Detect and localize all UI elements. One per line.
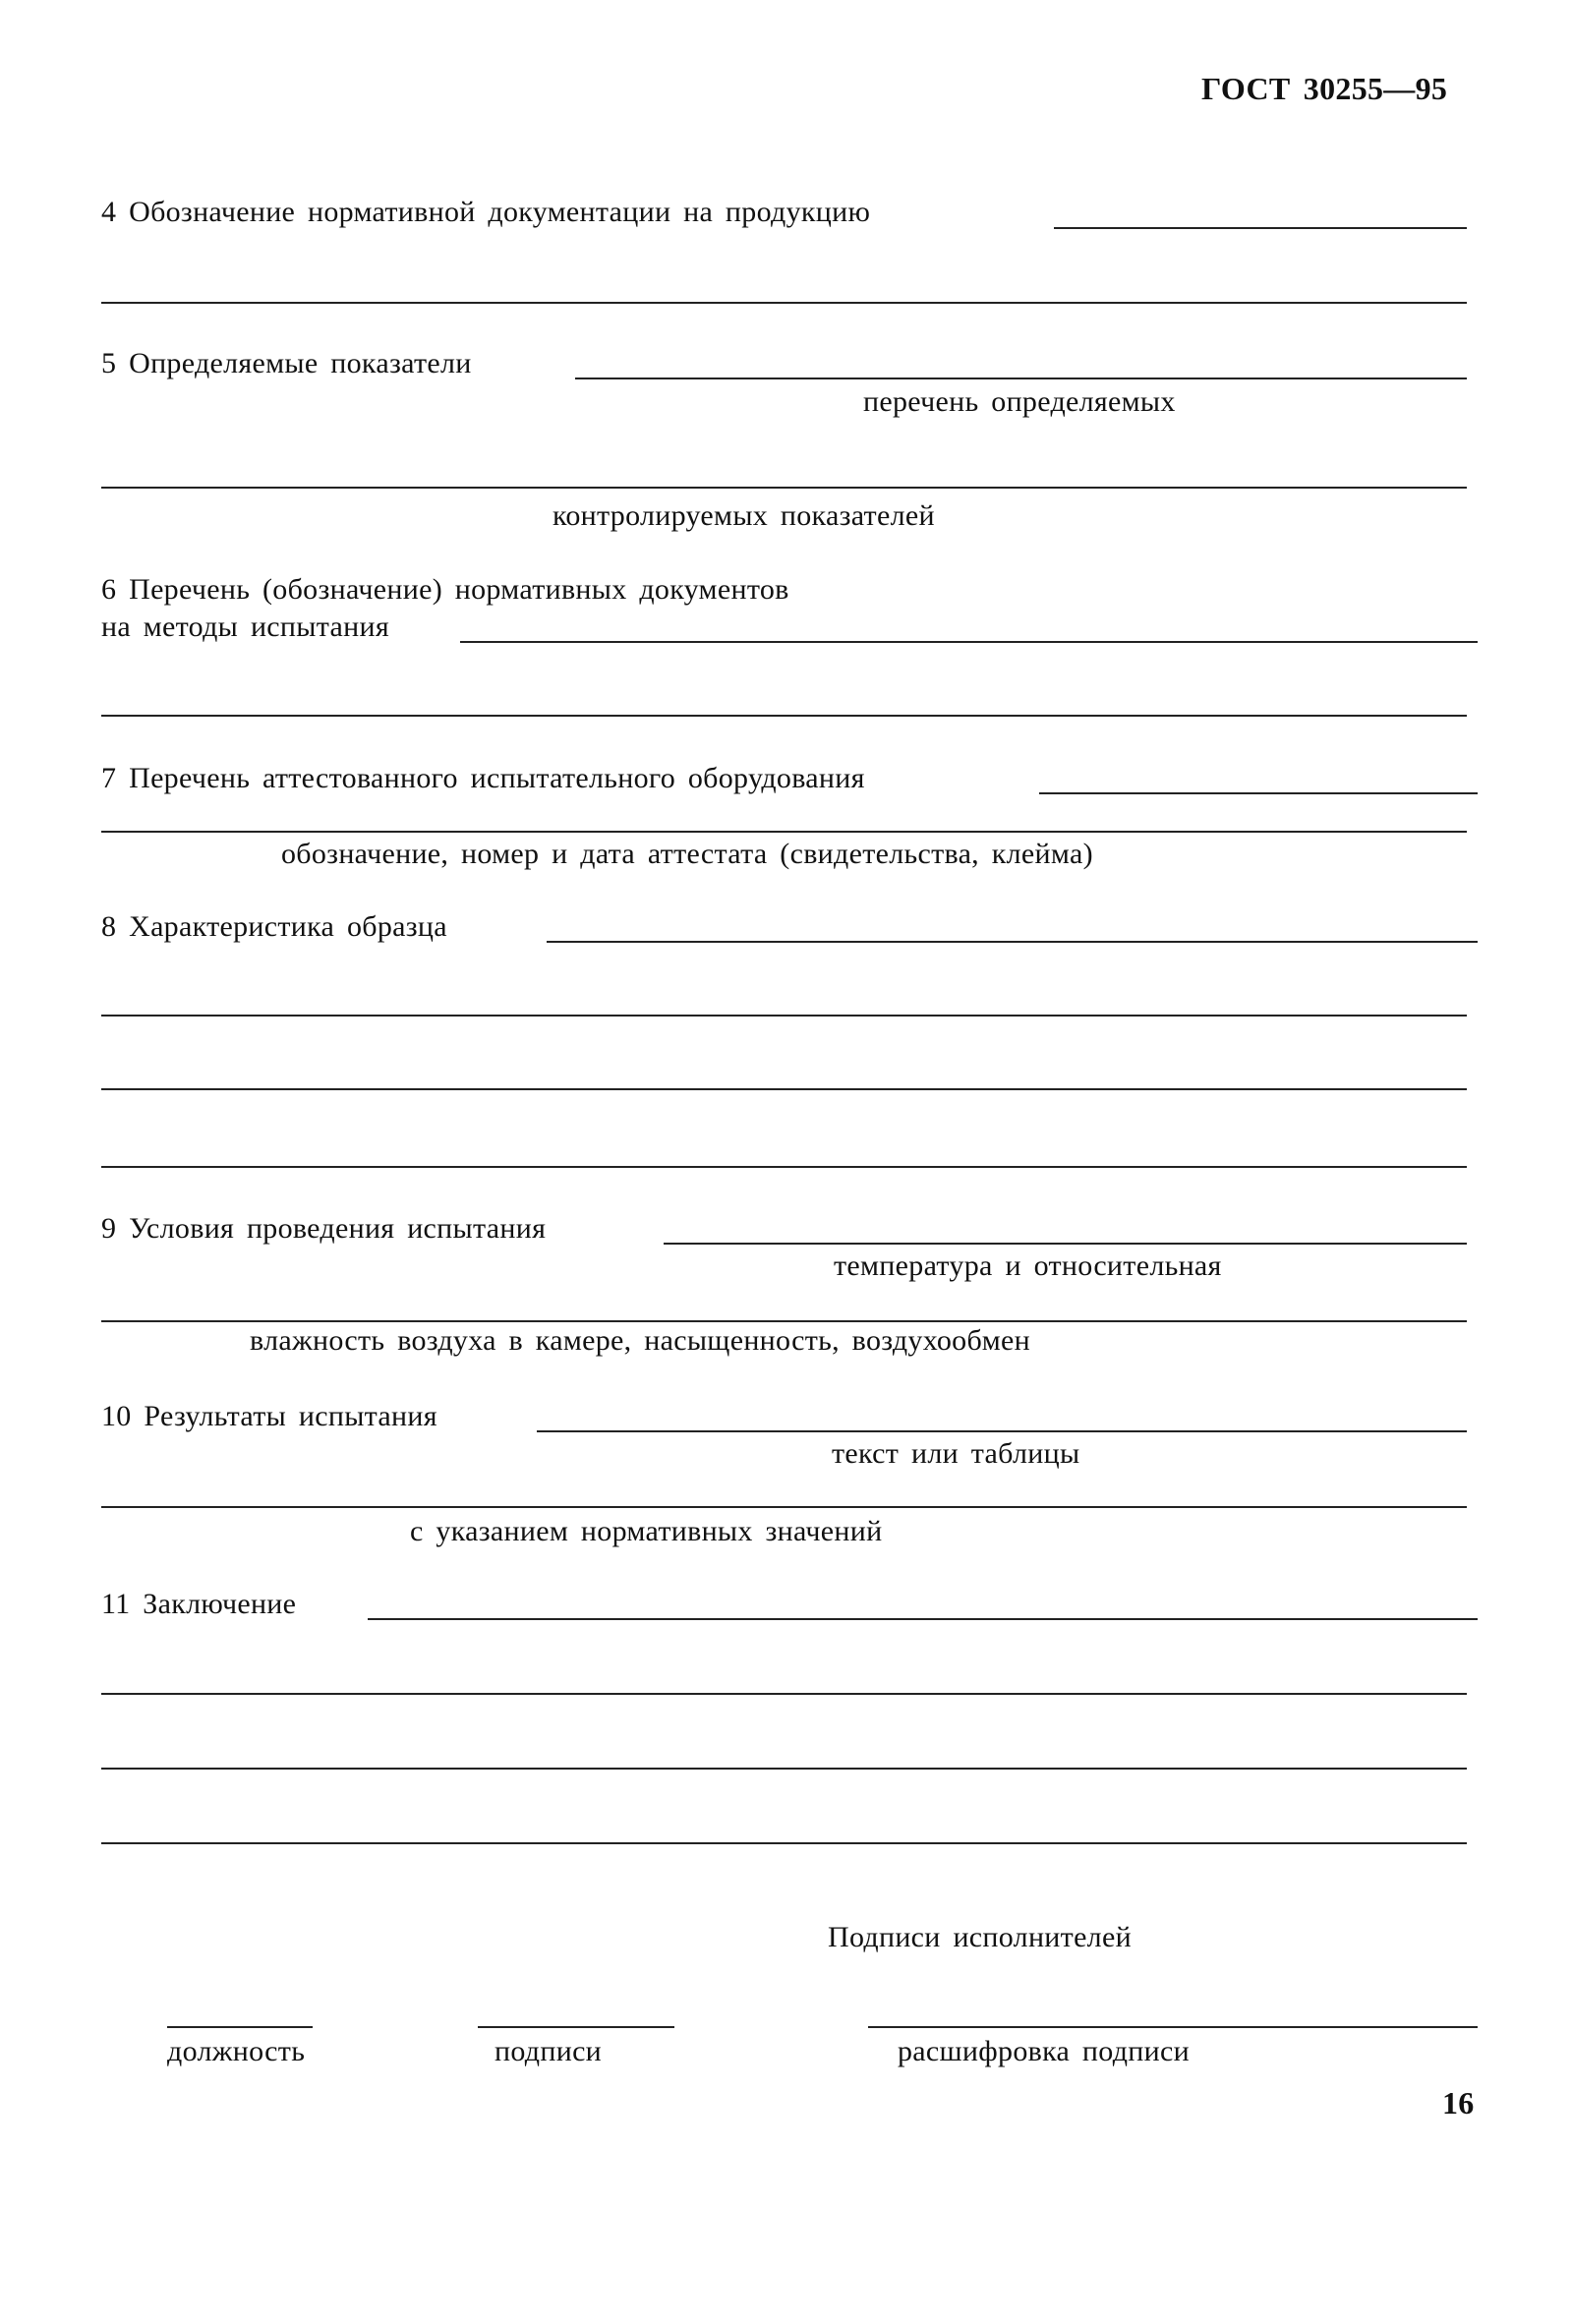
item-4-fill-line[interactable] — [1054, 227, 1467, 229]
item-8-fill-line-4[interactable] — [101, 1166, 1467, 1168]
item-11-fill-line[interactable] — [368, 1618, 1478, 1620]
item-11-fill-line-3[interactable] — [101, 1768, 1467, 1770]
item-11-label: 11 Заключение — [101, 1588, 297, 1620]
item-5-label: 5 Определяемые показатели — [101, 347, 472, 379]
document-code: ГОСТ 30255—95 — [1201, 71, 1448, 106]
item-8-label: 8 Характеристика образца — [101, 910, 447, 943]
item-9-label: 9 Условия проведения испытания — [101, 1212, 547, 1245]
item-11-fill-line-2[interactable] — [101, 1693, 1467, 1695]
item-6-label-line-1: 6 Перечень (обозначение) нормативных документов — [101, 573, 789, 606]
item-5-hint-2: контролируемых показателей — [553, 499, 935, 532]
item-10-fill-line[interactable] — [537, 1430, 1467, 1432]
item-10-hint-1: текст или таблицы — [832, 1437, 1080, 1470]
item-10-fill-line-2[interactable] — [101, 1506, 1467, 1508]
item-8-fill-line-2[interactable] — [101, 1015, 1467, 1017]
item-10-label: 10 Результаты испытания — [101, 1400, 437, 1432]
item-4-fill-line-2[interactable] — [101, 302, 1467, 304]
item-7-label: 7 Перечень аттестованного испытательного оборудования — [101, 762, 865, 794]
signature-line[interactable] — [478, 2026, 674, 2028]
item-9-hint-1: температура и относительная — [834, 1249, 1222, 1282]
item-8-fill-line-3[interactable] — [101, 1088, 1467, 1090]
signatures-label: подписи — [495, 2035, 603, 2067]
signatures-title: Подписи исполнителей — [828, 1921, 1132, 1953]
item-6-label-line-2: на методы испытания — [101, 610, 389, 643]
position-signature-line[interactable] — [167, 2026, 313, 2028]
item-8-fill-line[interactable] — [547, 941, 1478, 943]
decoding-signature-line[interactable] — [868, 2026, 1478, 2028]
item-5-fill-line-2[interactable] — [101, 487, 1467, 489]
item-5-fill-line[interactable] — [575, 378, 1467, 379]
item-9-hint-2: влажность воздуха в камере, насыщенность, воздухообмен — [250, 1324, 1030, 1357]
item-11-fill-line-4[interactable] — [101, 1842, 1467, 1844]
decoding-label: расшифровка подписи — [898, 2035, 1190, 2067]
page-number: 16 — [1442, 2085, 1475, 2121]
item-7-fill-line-2[interactable] — [101, 831, 1467, 833]
item-7-fill-line[interactable] — [1039, 792, 1478, 794]
item-4-label: 4 Обозначение нормативной документации на продукцию — [101, 196, 871, 228]
item-9-fill-line[interactable] — [664, 1243, 1467, 1245]
item-6-fill-line-2[interactable] — [101, 715, 1467, 717]
item-5-hint-1: перечень определяемых — [863, 385, 1176, 418]
item-6-fill-line[interactable] — [460, 641, 1478, 643]
item-7-hint: обозначение, номер и дата аттестата (свидетельства, клейма) — [281, 838, 1093, 870]
item-10-hint-2: с указанием нормативных значений — [410, 1515, 883, 1547]
item-9-fill-line-2[interactable] — [101, 1320, 1467, 1322]
position-label: должность — [167, 2035, 306, 2067]
